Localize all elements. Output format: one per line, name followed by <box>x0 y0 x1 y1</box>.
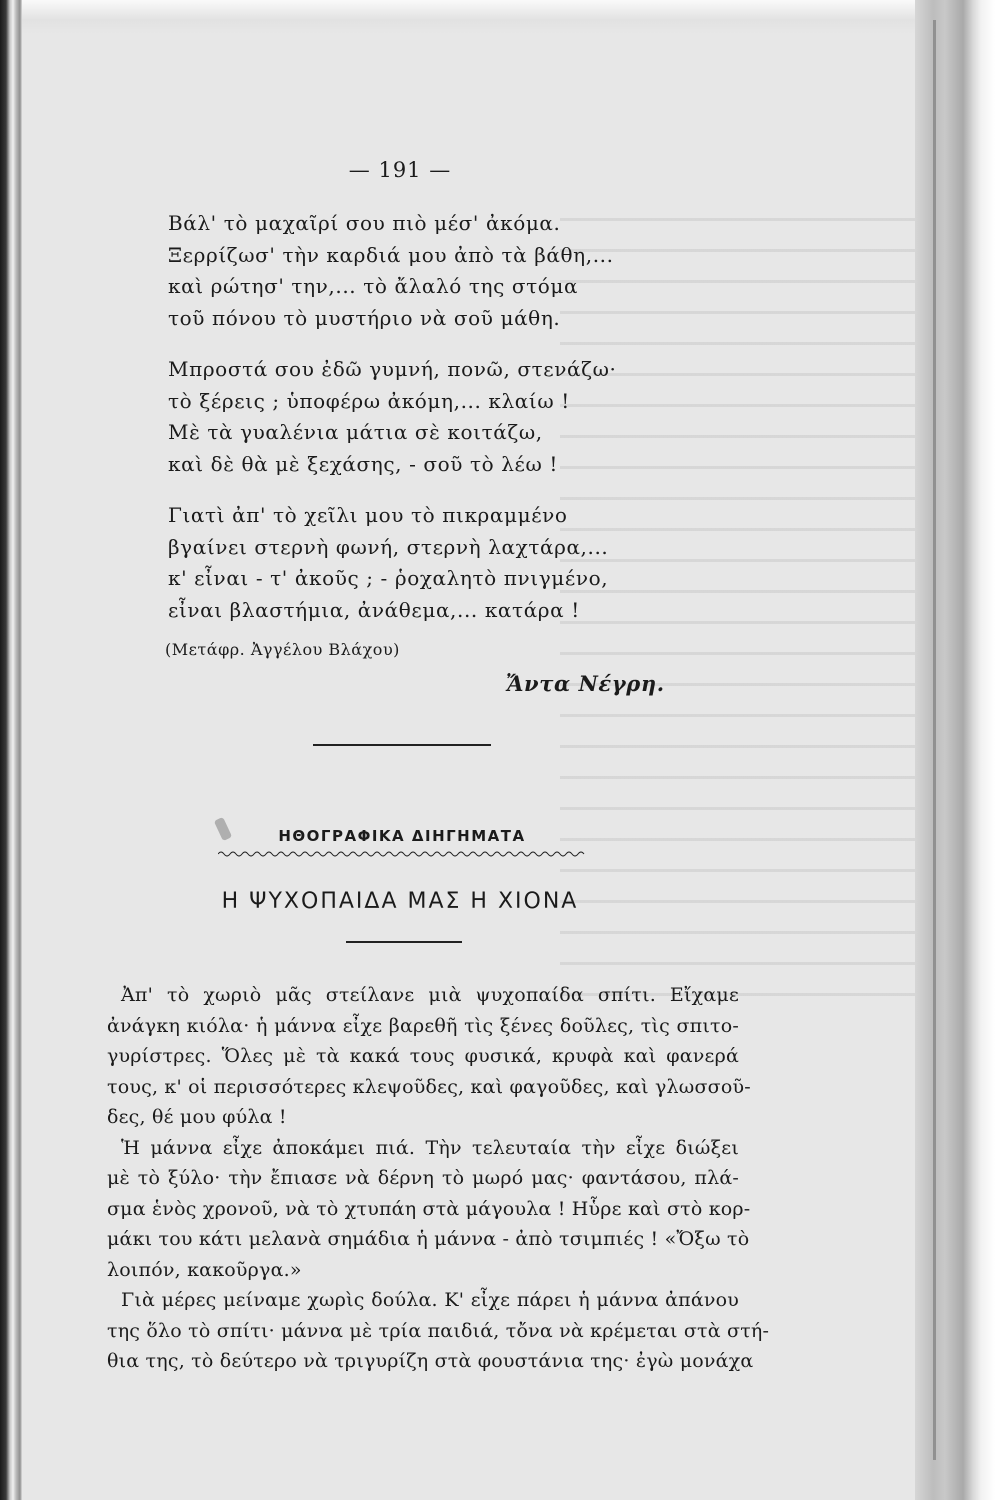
poem-author: Ἄντα Νέγρη. <box>506 671 665 696</box>
text-line: θια της, τὸ δεύτερο νὰ τριγυρίζη στὰ φουστάνια της· ἐγὼ μονάχα <box>107 1350 754 1372</box>
text-line: μὲ τὸ ξύλο· τὴν ἔπιασε νὰ δέρνη τὸ μωρό μας· φαντάσου, πλά- <box>107 1167 739 1189</box>
text-line: γυρίστρες. Ὅλες μὲ τὰ κακά τους φυσικά, κρυφὰ καὶ φανερά <box>107 1045 739 1067</box>
poem-line: τοῦ πόνου τὸ μυστήριο νὰ σοῦ μάθη. <box>168 305 561 330</box>
poem-line: Βάλ' τὸ μαχαῖρί σου πιὸ μέσ' ἀκόμα. <box>168 211 561 235</box>
paragraph <box>107 1285 770 1377</box>
text-line: τους, κ' οἱ περισσότερες κλεψοῦδες, καὶ φαγοῦδες, καὶ γλωσσοῦ- <box>107 1075 751 1098</box>
page-number: — 191 — <box>348 158 452 182</box>
poem-line: Ξερρίζωσ' τὴν καρδιά μου ἀπὸ τὰ βάθη,... <box>168 242 614 267</box>
text-line: ἀνάγκη κιόλα· ἡ μάννα εἶχε βαρεθῆ τὶς ξένες δοῦλες, τὶς σπιτο- <box>107 1014 739 1037</box>
poem-line: Μπροστά σου ἐδῶ γυμνή, πονῶ, στενάζω· <box>168 357 617 381</box>
title-divider <box>346 941 462 943</box>
text-line: της ὅλο τὸ σπίτι· μάννα μὲ τρία παιδιά, τὄνα νὰ κρέμεται στὰ στή- <box>107 1319 770 1342</box>
poem-line: Γιατὶ ἀπ' τὸ χεῖλι μου τὸ πικραμμένο <box>168 503 568 527</box>
book-spine-shadow <box>0 0 22 1500</box>
section-divider <box>313 744 491 746</box>
poem-stanza <box>168 354 648 480</box>
poem-stanza <box>168 208 648 334</box>
text-line: Ἀπ' τὸ χωριὸ μᾶς στείλανε μιὰ ψυχοπαίδα σπίτι. Εἴχαμε <box>121 984 739 1006</box>
text-line: Γιὰ μέρες μείναμε χωρὶς δούλα. Κ' εἶχε πάρει ἡ μάννα ἀπάνου <box>121 1289 739 1311</box>
translator-note: (Μετάφρ. Ἀγγέλου Βλάχου) <box>165 640 400 659</box>
poem-line: καὶ ρώτησ' την,... τὸ ἄλαλό της στόμα <box>168 274 579 298</box>
poem-stanza <box>168 500 648 626</box>
story-body <box>107 980 770 1377</box>
wavy-underline <box>218 850 586 858</box>
poem <box>168 208 648 646</box>
poem-line: καὶ δὲ θὰ μὲ ξεχάσης, - σοῦ τὸ λέω ! <box>168 451 559 476</box>
text-line: λοιπόν, κακοῦργα.» <box>107 1258 302 1281</box>
text-line: δες, θέ μου φύλα ! <box>107 1106 287 1128</box>
text-line: σμα ἑνὸς χρονοῦ, νὰ τὸ χτυπάη στὰ μάγουλα ! Ηὗρε καὶ στὸ κορ- <box>107 1197 751 1220</box>
poem-line: τὸ ξέρεις ; ὑποφέρω ἀκόμη,... κλαίω ! <box>168 388 570 413</box>
poem-line: βγαίνει στερνὴ φωνή, στερνὴ λαχτάρα,... <box>168 534 609 559</box>
poem-line: Μὲ τὰ γυαλένια μάτια σὲ κοιτάζω, <box>168 420 543 444</box>
paragraph <box>107 1133 751 1286</box>
story-title: Η ΨΥΧΟΠΑΙΔΑ ΜΑΣ Η ΧΙΟΝΑ <box>221 889 579 914</box>
text-line: Ἡ μάννα εἶχε ἀποκάμει πιά. Τὴν τελευταία τὴν εἶχε διώξει <box>121 1136 739 1159</box>
page-top-edge <box>22 0 935 34</box>
poem-line: εἶναι βλαστήμια, ἀνάθεμα,... κατάρα ! <box>168 597 580 622</box>
section-heading: ΗΘΟΓΡΑΦΙΚΑ ΔΙΗΓΗΜΑΤΑ <box>278 827 526 845</box>
poem-line: κ' εἶναι - τ' ἀκοῦς ; - ῥοχαλητὸ πνιγμένο, <box>168 566 609 590</box>
paragraph <box>107 980 751 1133</box>
page-right-edge <box>915 0 995 1500</box>
text-line: μάκι του κάτι μελανὰ σημάδια ἡ μάννα - ἀπὸ τσιμπιές ! «Ὄξω τὸ <box>107 1228 750 1250</box>
